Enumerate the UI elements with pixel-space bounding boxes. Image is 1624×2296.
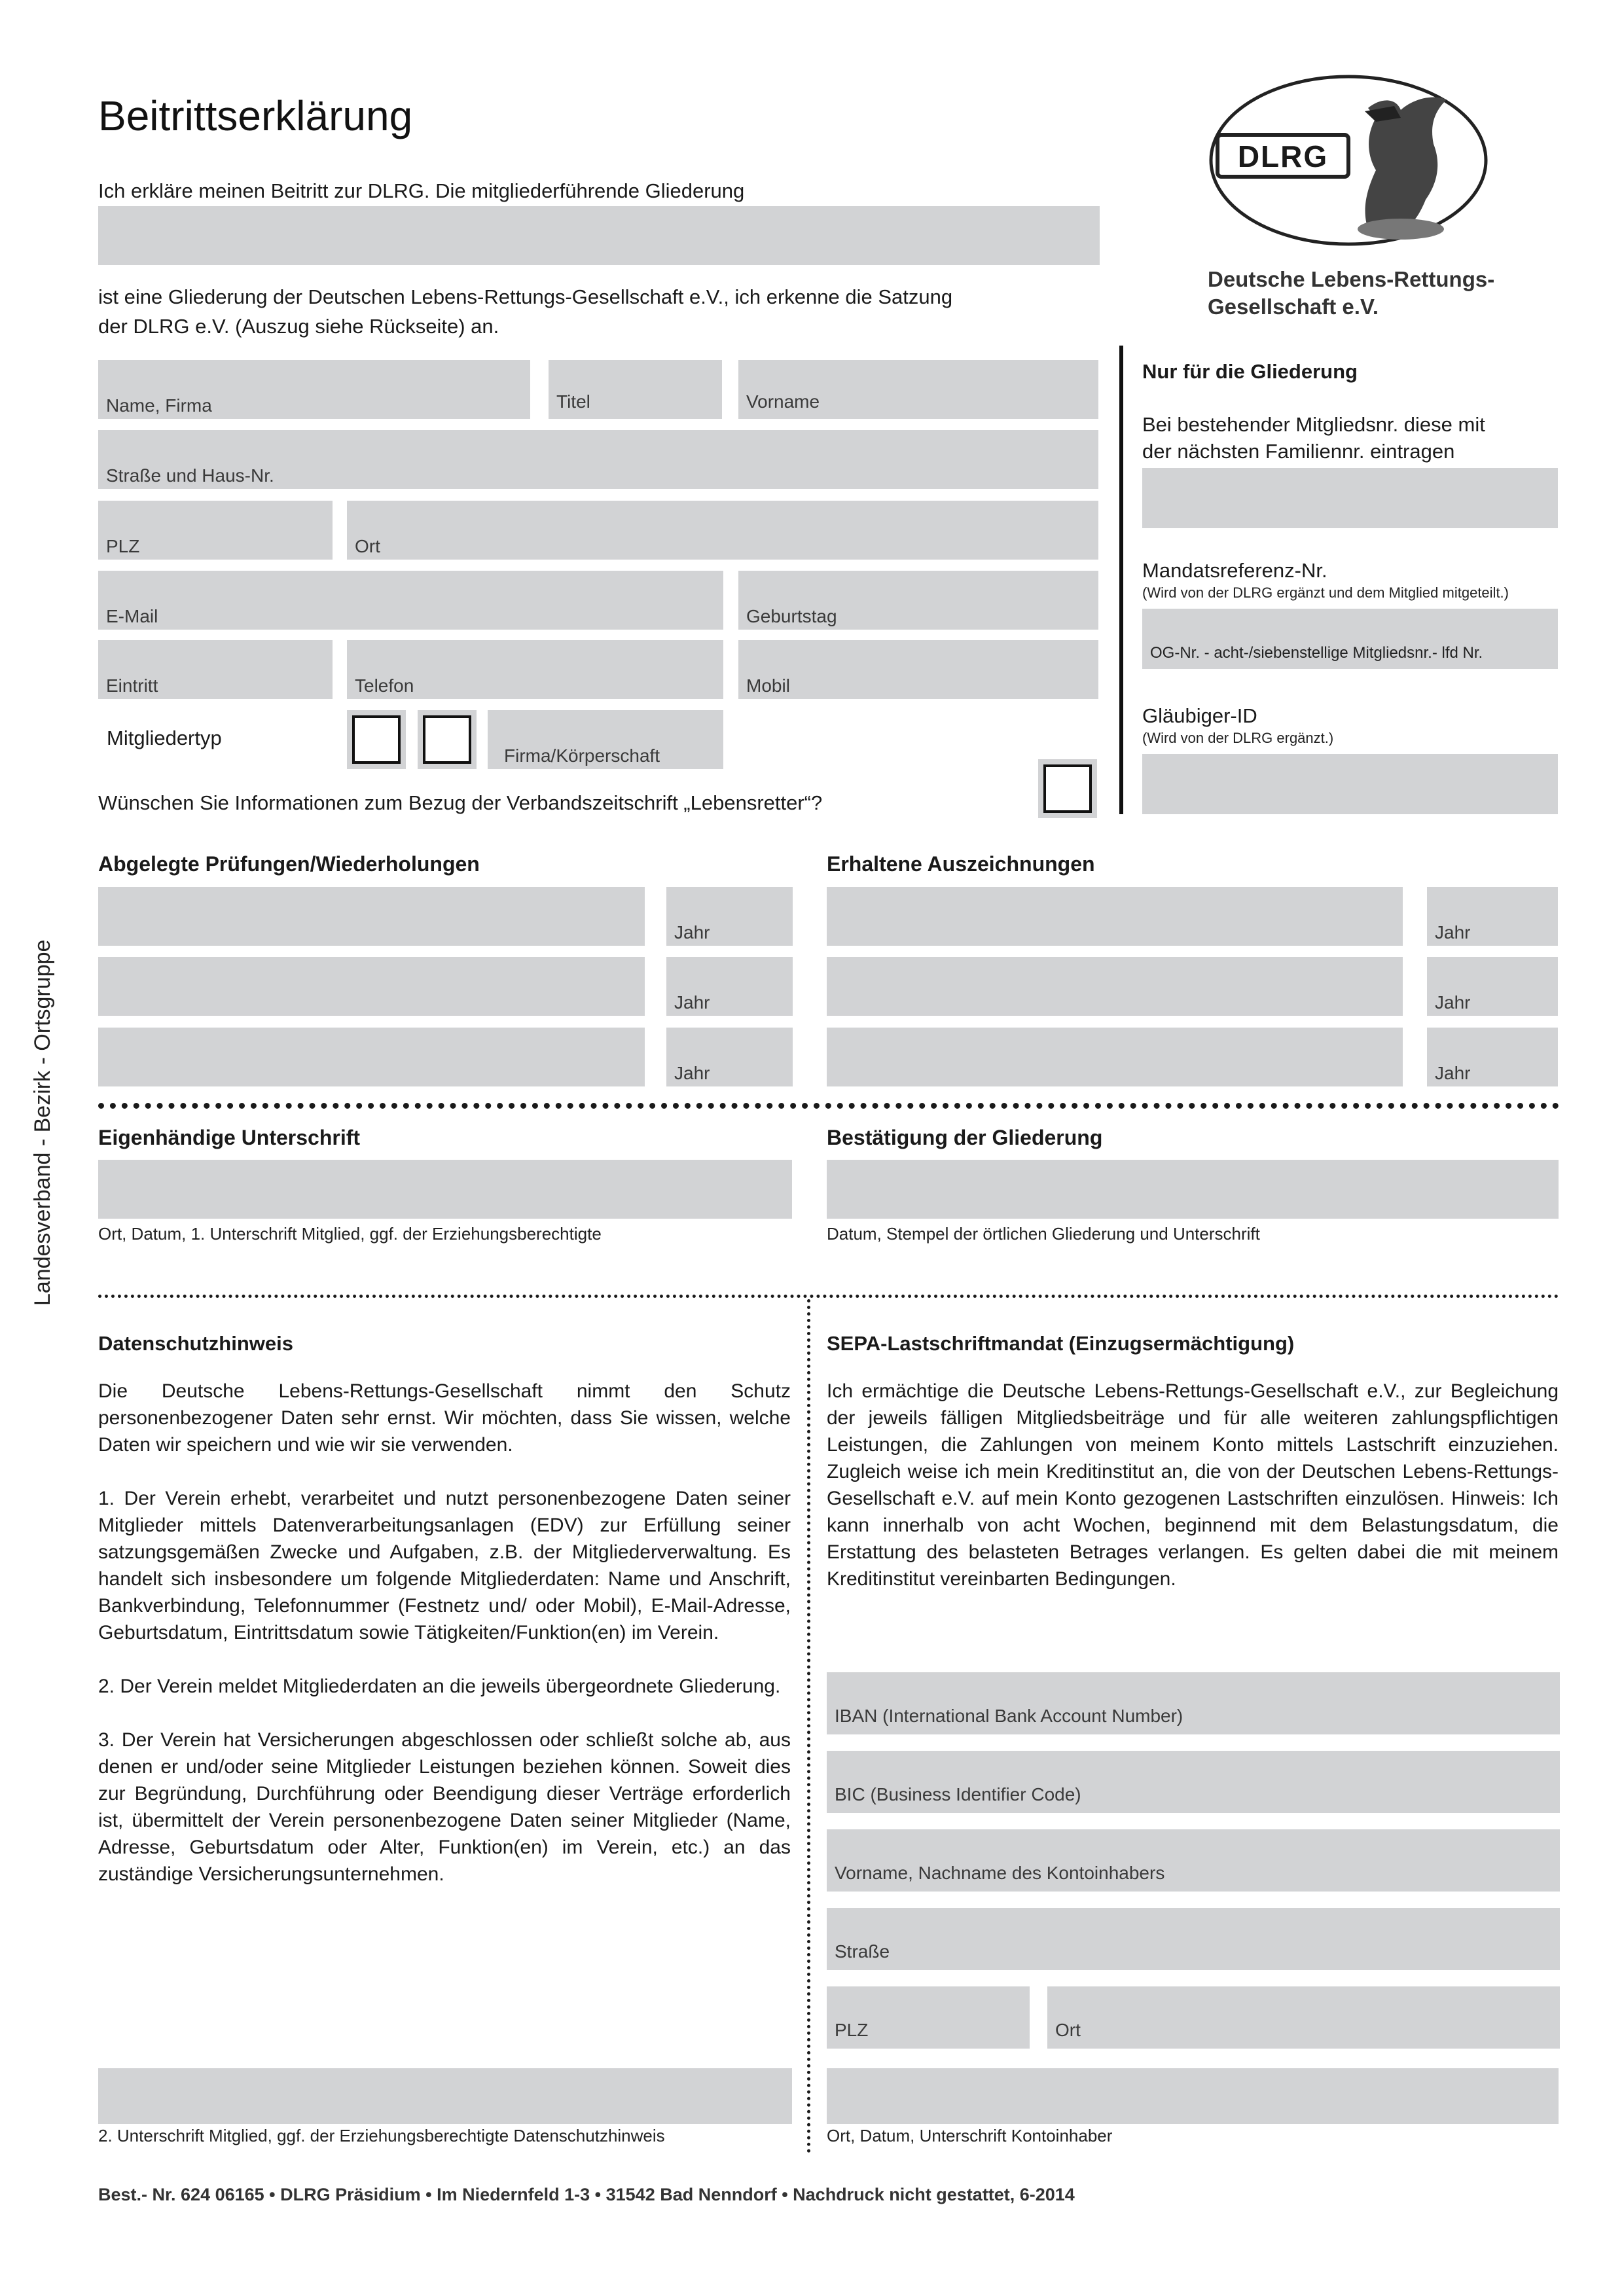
- datenschutz-text: [98, 1378, 791, 1888]
- datenschutz-heading: Datenschutzhinweis: [98, 1332, 293, 1355]
- sepa-caption: Ort, Datum, Unterschrift Kontoinhaber: [827, 2126, 1113, 2145]
- intro-line-3: der DLRG e.V. (Auszug siehe Rückseite) an.: [98, 315, 499, 338]
- jahr-label: Jahr: [674, 922, 710, 942]
- email-field[interactable]: [98, 571, 723, 630]
- ort-field[interactable]: [347, 501, 1098, 560]
- mobil-label: Mobil: [746, 675, 790, 696]
- kontoinhaber-field[interactable]: [827, 1829, 1560, 1892]
- datenschutz-unterschrift-field[interactable]: [98, 2068, 792, 2124]
- strasse-field[interactable]: [98, 430, 1098, 489]
- sepa-ort-label: Ort: [1055, 2020, 1081, 2040]
- gliederung-heading: Nur für die Gliederung: [1142, 360, 1358, 383]
- telefon-label: Telefon: [355, 675, 414, 696]
- lebensretter-question: Wünschen Sie Informationen zum Bezug der Verbandszeitschrift „Lebensretter“?: [98, 791, 823, 814]
- email-label: E-Mail: [106, 606, 158, 626]
- sepa-strasse-label: Straße: [835, 1941, 890, 1962]
- bestaetigung-field[interactable]: [827, 1160, 1559, 1219]
- sepa-plz-label: PLZ: [835, 2020, 869, 2040]
- gliederung-text-1: Bei bestehender Mitgliedsnr. diese mit: [1142, 413, 1485, 436]
- glaeubiger-heading: Gläubiger-ID: [1142, 704, 1257, 727]
- jahr-label: Jahr: [1435, 992, 1471, 1013]
- glaeubiger-field[interactable]: [1142, 754, 1558, 814]
- mitgliedertyp-checkbox-2[interactable]: [418, 710, 477, 769]
- vorname-label: Vorname: [746, 391, 820, 412]
- mandatsreferenz-heading: Mandatsreferenz-Nr.: [1142, 559, 1327, 582]
- sepa-p1: Ich ermächtige die Deutsche Lebens-Rettungs-Gesellschaft e.V., zur Begleichung der jeweils fälligen Mitgliedsbeiträge und für alle weiteren zahlungspflichtigen Leistungen, die Zahlungen von meinem Konto mittels Lastschrift einzuziehen. Zugleich weise ich mein Kreditinstitut an, die von der Deutschen Lebens-Rettungs-Gesellschaft e.V. auf mein Konto gezogenen Lastschriften einzulösen. Hinweis: Ich kann innerhalb von acht Wochen, beginnend mit dem Belastungsdatum, die Erstattung des belasteten Betrages verlangen. Es gelten dabei die mit meinem Kreditinstitut vereinbarten Bedingungen.: [827, 1380, 1559, 1590]
- unterschrift-field[interactable]: [98, 1160, 792, 1219]
- iban-field[interactable]: [827, 1672, 1560, 1734]
- sepa-text: [827, 1378, 1559, 1592]
- pruefung-jahr-2[interactable]: [666, 957, 793, 1016]
- titel-label: Titel: [556, 391, 590, 412]
- unterschrift-heading: Eigenhändige Unterschrift: [98, 1126, 361, 1149]
- plz-field[interactable]: [98, 501, 333, 560]
- sepa-heading: SEPA-Lastschriftmandat (Einzugsermächtigung): [827, 1332, 1295, 1355]
- sepa-plz-field[interactable]: [827, 1986, 1030, 2049]
- pruefung-jahr-1[interactable]: [666, 887, 793, 946]
- auszeichnung-jahr-2[interactable]: [1427, 957, 1558, 1016]
- pruefungen-heading: Abgelegte Prüfungen/Wiederholungen: [98, 852, 480, 876]
- ort-label: Ort: [355, 536, 380, 556]
- pruefung-field-3[interactable]: [98, 1028, 645, 1086]
- iban-label: IBAN (International Bank Account Number): [835, 1706, 1183, 1726]
- auszeichnung-field-3[interactable]: [827, 1028, 1403, 1086]
- bic-label: BIC (Business Identifier Code): [835, 1784, 1081, 1804]
- intro-line-1: Ich erkläre meinen Beitritt zur DLRG. Die mitgliederführende Gliederung: [98, 179, 745, 202]
- gliederung-input[interactable]: [98, 206, 1100, 265]
- mitgliedertyp-label: Mitgliedertyp: [107, 726, 222, 749]
- jahr-label: Jahr: [1435, 1063, 1471, 1083]
- sepa-ort-field[interactable]: [1047, 1986, 1560, 2049]
- strasse-label: Straße und Haus-Nr.: [106, 465, 274, 486]
- intro-line-2: ist eine Gliederung der Deutschen Lebens-Rettungs-Gesellschaft e.V., ich erkenne die Satzung: [98, 285, 953, 308]
- org-name-line-2: Gesellschaft e.V.: [1208, 295, 1379, 319]
- plz-label: PLZ: [106, 536, 140, 556]
- side-text-label: Landesverband - Bezirk - Ortsgruppe: [30, 939, 55, 1306]
- datenschutz-p2: 1. Der Verein erhebt, verarbeitet und nutzt personenbezogene Daten seiner Mitglieder mittels Datenverarbeitungsanlagen (EDV) zur Erfüllung seiner satzungsgemäßen Zwecke und Aufgaben, z.B. der Mitgliederverwaltung. Es handelt sich insbesondere um folgende Mitgliederdaten: Name und Anschrift, Bankverbindung, Telefonnummer (Festnetz und/ oder Mobil), E-Mail-Adresse, Geburtsdatum, Eintrittsdatum sowie Tätigkeiten/Funktion(en) im Verein.: [98, 1488, 791, 1643]
- auszeichnung-field-2[interactable]: [827, 957, 1403, 1016]
- datenschutz-p4: 3. Der Verein hat Versicherungen abgeschlossen oder schließt solche ab, aus denen er und/oder seine Mitglieder Leistungen beziehen können. Soweit dies zur Begründung, Durchführung oder Beendigung dieser Verträge erforderlich ist, übermittelt der Verein personenbezogene Daten seiner Mitglieder (Name, Adresse, Geburtsdatum oder Alter, Funktion(en) im Verein, etc.) an das zuständige Versicherungsunternehmen.: [98, 1729, 791, 1885]
- gliederung-panel-border: [1119, 346, 1123, 814]
- footer: Best.- Nr. 624 06165 • DLRG Präsidium • Im Niedernfeld 1-3 • 31542 Bad Nenndorf • Nachdruck nicht gestattet, 6-2014: [98, 2185, 1075, 2204]
- name-field[interactable]: [98, 360, 530, 419]
- auszeichnungen-heading: Erhaltene Auszeichnungen: [827, 852, 1095, 876]
- dotted-divider-2: [98, 1295, 1559, 1298]
- gliederung-text-2: der nächsten Familiennr. eintragen: [1142, 440, 1455, 463]
- jahr-label: Jahr: [674, 1063, 710, 1083]
- jahr-label: Jahr: [1435, 922, 1471, 942]
- jahr-label: Jahr: [674, 992, 710, 1013]
- lebensretter-checkbox[interactable]: [1038, 759, 1097, 818]
- pruefung-field-1[interactable]: [98, 887, 645, 946]
- org-name-line-1: Deutsche Lebens-Rettungs-: [1208, 267, 1495, 291]
- eintritt-label: Eintritt: [106, 675, 158, 696]
- titel-field[interactable]: [549, 360, 722, 419]
- pruefung-jahr-3[interactable]: [666, 1028, 793, 1086]
- kontoinhaber-label: Vorname, Nachname des Kontoinhabers: [835, 1863, 1165, 1883]
- telefon-field[interactable]: [347, 640, 723, 699]
- logo-text: DLRG: [1237, 139, 1329, 173]
- bestaetigung-caption: Datum, Stempel der örtlichen Gliederung und Unterschrift: [827, 1224, 1260, 1244]
- eintritt-field[interactable]: [98, 640, 333, 699]
- auszeichnung-jahr-1[interactable]: [1427, 887, 1558, 946]
- datenschutz-p1: Die Deutsche Lebens-Rettungs-Gesellschaft nimmt den Schutz personenbezogener Daten sehr ernst. Wir möchten, dass Sie wissen, welche Daten wir speichern und wie wir sie verwenden.: [98, 1380, 791, 1456]
- kontoinhaber-unterschrift-field[interactable]: [827, 2068, 1559, 2124]
- page-title: Beitrittserklärung: [98, 92, 413, 139]
- auszeichnung-field-1[interactable]: [827, 887, 1403, 946]
- bic-field[interactable]: [827, 1751, 1560, 1813]
- firma-label: Firma/Körperschaft: [504, 745, 660, 766]
- name-label: Name, Firma: [106, 395, 212, 416]
- unterschrift-caption: Ort, Datum, 1. Unterschrift Mitglied, ggf. der Erziehungsberechtigte: [98, 1224, 602, 1244]
- vorname-field[interactable]: [738, 360, 1098, 419]
- geburtstag-field[interactable]: [738, 571, 1098, 630]
- og-nr-field[interactable]: [1142, 609, 1558, 669]
- mandatsreferenz-note: (Wird von der DLRG ergänzt und dem Mitglied mitgeteilt.): [1142, 584, 1509, 601]
- datenschutz-caption: 2. Unterschrift Mitglied, ggf. der Erziehungsberechtigte Datenschutzhinweis: [98, 2126, 665, 2145]
- og-nr-label: OG-Nr. - acht-/siebenstellige Mitgliedsnr.- lfd Nr.: [1150, 644, 1483, 662]
- dlrg-logo: [1204, 72, 1492, 249]
- pruefung-field-2[interactable]: [98, 957, 645, 1016]
- dotted-divider: [98, 1103, 1559, 1109]
- mitgliedsnr-field[interactable]: [1142, 468, 1558, 528]
- sepa-strasse-field[interactable]: [827, 1908, 1560, 1970]
- mobil-field[interactable]: [738, 640, 1098, 699]
- geburtstag-label: Geburtstag: [746, 606, 837, 626]
- bestaetigung-heading: Bestätigung der Gliederung: [827, 1126, 1103, 1149]
- datenschutz-p3: 2. Der Verein meldet Mitgliederdaten an die jeweils übergeordnete Gliederung.: [98, 1676, 781, 1697]
- dotted-vertical-divider: [807, 1299, 810, 2153]
- mitgliedertyp-checkbox-1[interactable]: [347, 710, 406, 769]
- glaeubiger-note: (Wird von der DLRG ergänzt.): [1142, 730, 1334, 746]
- auszeichnung-jahr-3[interactable]: [1427, 1028, 1558, 1086]
- firma-koerperschaft-field[interactable]: [488, 710, 723, 769]
